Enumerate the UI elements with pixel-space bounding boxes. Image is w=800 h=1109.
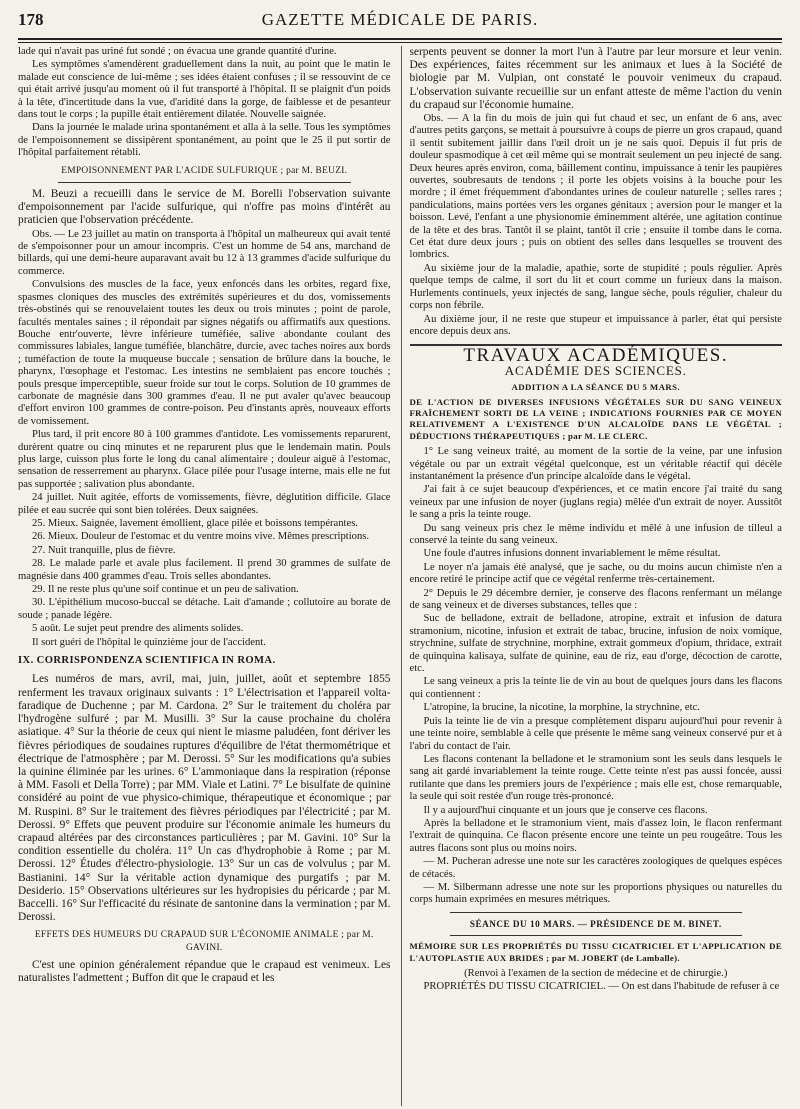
paragraph: 30. L'épithélium mucoso-buccal se détache. Lait d'amande ; collutoire au borate de soude ; panade légère. xyxy=(18,597,391,621)
right-column xyxy=(401,46,783,1106)
paragraph: Les symptômes s'amendèrent graduellement dans la nuit, au point que le matin le malade eut conscience de lui-même ; ses idées étaient confuses ; il se ressouvint de ce qui était arrivé jusqu'au moment où il fut transporté à l'hôpital. Il se plaignit d'un poids à la tête, d'incertitude dans la vue, d'aridité dans la gorge, de faiblesse et de pesanteur dans tout le corps ; la pupille était entièrement dilatée. Nouvelle saignée. xyxy=(18,59,391,121)
page-header xyxy=(18,10,782,34)
paragraph: Le noyer n'a jamais été analysé, que je sache, ou du moins aucun chimiste n'en a encore retiré le principe actif que ce végétal renferme très-certainement. xyxy=(409,561,782,586)
paragraph: — M. Silbermann adresse une note sur les proportions physiques ou naturelles du corps humain exprimées en mesures métriques. xyxy=(409,881,782,906)
paragraph: lade qui n'avait pas uriné fut sondé ; on évacua une grande quantité d'urine. xyxy=(18,46,337,57)
columns xyxy=(18,46,782,1106)
paragraph: Au sixième jour de la maladie, apathie, sorte de stupidité ; pouls régulier. Après quelque temps de calme, il sort du lit et court comme un furieux dans la maison. Hurlements continuels, yeux injectés de sang, langue sèche, pouls régulier, chaleur du corps non fébrile. xyxy=(409,262,782,312)
divider xyxy=(450,935,743,936)
paragraph: L'atropine, la brucine, la nicotine, la morphine, la strychnine, etc. xyxy=(423,702,700,714)
paragraph: 28. Le malade parle et avale plus facilement. Il prend 30 grammes de sulfate de magnésie dans 400 grammes d'eau. Trois selles abondantes. xyxy=(18,558,391,582)
divider xyxy=(58,182,351,183)
paragraph: Suc de belladone, extrait de belladone, atropine, extrait et infusion de datura stramonium, nicotine, infusion et extrait de tabac, brucine, infusion de noix vomique, strychnine, sulfate de strychnine, morphine, extrait gommeux d'opium, thridace, extrait de quinquina kalisaya, sulfate de quinine, eau de riz, eau d'orge, décoction de carotte, etc. xyxy=(409,613,782,675)
paragraph: Les numéros de mars, avril, mai, juin, juillet, août et septembre 1855 renferment les travaux originaux suivants : 1° L'électrisation et l'appareil volta-faradique de Duchenne ; par M. Cardona. 2° Sur le traitement du choléra par l'hydrogène sulfuré ; par M. Musilli. 3° Sur la cause prochaine du choléra asiatique. 4° Sur la théorie de ceux qui nient le miasme paludéen, font dériver les fièvres périodiques de soudaines ruptures d'équilibre de l'état thermométrique et électrique de l'atmosphère ; par M. Derossi. 5° Sur les modifications qu'a subies la quinine éliminée par les urines. 6° L'ammoniaque dans la respiration (réponse à MM. Fasoli et Della Torre) ; par MM. Viale et Latini. 7° Le bisulfate de quinine considéré au point de vue physico-chimique, thérapeutique et économique ; par M. Ruspini. 8° Sur le traitement des fièvres périodiques par l'électricité ; par M. Derossi. 9° Effets que peuvent produire sur l'économie animale les humeurs du crapaud altérées par des circonstances particulières ; par M. Gavini. 10° Sur la condition essentielle du choléra. 11° Un cas d'hydrophobie à Rome ; par M. Derossi. 12° Études d'électro-physiologie. 13° Sur un cas de volvulus ; par M. Bastianini. 14° Sur la véritable action dynamique des purgatifs ; par M. Desiderio. 15° Observations ultérieures sur les hydropisies du péricarde ; par M. Baccelli. 16° Sur l'efficacité du résinate de santonine dans la vermination ; par M. Derossi. xyxy=(18,673,391,924)
paragraph: Il y a aujourd'hui cinquante et un jours que je conserve ces flacons. xyxy=(423,804,708,816)
paragraph: 24 juillet. Nuit agitée, efforts de vomissements, fièvre, déglutition difficile. Glace pilée et eau sucrée qui sont bien tolérées. Deux saignées. xyxy=(18,492,391,516)
paragraph: Les flacons contenant la belladone et le stramonium sont les seuls dans lesquels le sang ait gardé invariablement la teinte rouge. Cette teinte n'est pas aussi foncée, aussi rutilante que dans les premiers jours de l'expérience ; mais elle est, chose remarquable, la seule qui soit restée d'un rouge très-prononcé. xyxy=(409,753,782,803)
paragraph: Plus tard, il prit encore 80 à 100 grammes d'antidote. Les vomissements reparurent, durèrent quatre ou cinq minutes et ne reparurent plus que le lendemain matin. Pouls plus large, cuisson plus forte le long du canal alimentaire ; douleur aiguë à l'estomac, sensation de resserrement au pharynx. Glace pilée pour l'usage interne, mais elle ne fut pas supportée ; salivation plus abondante. xyxy=(18,429,391,490)
article-heading: DE L'ACTION DE DIVERSES INFUSIONS VÉGÉTALES SUR DU SANG VEINEUX FRAÎCHEMENT SORTI DE LA VEINE ; INDICATIONS FOURNIES PAR CE MOYEN RELATIVEMENT A L'EXISTENCE D'UN ALCALOÏDE DANS LE VÉGÉTAL ; DÉDUCTIONS THÉRAPEUTIQUES ; par M. LE CLERC. xyxy=(409,396,782,441)
paragraph: PROPRIÉTÉS DU TISSU CICATRICIEL. — On est dans l'habitude de refuser à ce xyxy=(423,981,780,993)
section-heading: EMPOISONNEMENT PAR L'ACIDE SULFURIQUE ; par M. BEUZI. xyxy=(61,165,348,176)
section-heading: IX. CORRISPONDENZA SCIENTIFICA IN ROMA. xyxy=(18,655,276,667)
header-rule xyxy=(18,38,782,43)
section-title: TRAVAUX ACADÉMIQUES. xyxy=(463,345,729,367)
paragraph: 2° Depuis le 29 décembre dernier, je conserve des flacons renfermant un mélange de sang veineux et de diverses substances, telles que : xyxy=(409,587,782,612)
paragraph: 27. Nuit tranquille, plus de fièvre. xyxy=(32,544,176,556)
paragraph: 5 août. Le sujet peut prendre des aliments solides. xyxy=(32,623,244,635)
paragraph: 25. Mieux. Saignée, lavement émollient, glace pilée et boissons tempérantes. xyxy=(32,518,358,530)
paragraph: Obs. — A la fin du mois de juin qui fut chaud et sec, un enfant de 6 ans, avec d'autres petits garçons, se mettait à poursuivre à coups de pierre un gros crapaud, quand il sentit subitement jaillir dans l'œil droit un je ne sais quoi. Depuis il fut pris de douleur spasmodique à cet œil même qui se montrait seulement un peu injecté de sang. Deux heures après environ, coma, bâillement continu, impuissance à tenir les paupières ouvertes, soubresauts de tendons ; il porte les objets voisins à la bouche pour les mordre ; il émet fréquemment d'abondantes urines de couleur naturelle ; selles rares ; pandiculations, mains portées vers les organes génitaux ; aversion pour le manger et la boisson. Levé, l'enfant a une physionomie éminemment altérée, une agitation continue de la tête et des bras. Tantôt il se plaint, tantôt il crie ; ensuite il tombe dans le coma. Cet état dure deux jours ; puis on obtient des selles dans lesquelles se trouvent des lombrics. xyxy=(409,113,782,261)
session-heading: ADDITION A LA SÉANCE DU 5 MARS. xyxy=(511,382,681,393)
referral-note: (Renvoi à l'examen de la section de médecine et de chirurgie.) xyxy=(464,968,728,980)
paragraph: J'ai fait à ce sujet beaucoup d'expériences, et ce matin encore j'ai traité du sang veineux par une infusion de noyer (juglans regia) mêlée d'un extrait de noyer. Aussitôt le sang a pris la teinte rouge. xyxy=(409,484,782,521)
paragraph: Après la belladone et le stramonium vient, mais d'assez loin, le flacon renfermant l'extrait de quinquina. Ce flacon présente encore une teinte un peu rougeâtre. Tous les autres flacons sont plus ou moins noirs. xyxy=(409,817,782,854)
journal-title: GAZETTE MÉDICALE DE PARIS. xyxy=(261,10,539,29)
paragraph: Puis la teinte lie de vin a presque complètement disparu aujourd'hui pour revenir à une teinte noire, semblable à celle que présente le même sang veineux conservé pur et à l'abri du contact de l'air. xyxy=(409,715,782,752)
paragraph: Le sang veineux a pris la teinte lie de vin au bout de quelques jours dans les flacons qui contiennent : xyxy=(409,676,782,700)
paragraph: 29. Il ne reste plus qu'une soif continue et un peu de salivation. xyxy=(32,584,299,596)
paragraph: C'est une opinion généralement répandue que le crapaud est venimeux. Les naturalistes l'admettent ; Buffon dit que le crapaud et les xyxy=(18,959,391,985)
session-heading: SÉANCE DU 10 MARS. — PRÉSIDENCE DE M. BINET. xyxy=(469,918,722,929)
paragraph: Au dixième jour, il ne reste que stupeur et impuissance à parler, état qui persiste encore depuis deux ans. xyxy=(409,313,782,337)
paragraph: Une foule d'autres infusions donnent invariablement le même résultat. xyxy=(423,548,721,560)
divider xyxy=(450,912,743,913)
paragraph: Dans la journée le malade urina spontanément et alla à la selle. Tous les symptômes de l'empoisonnement se dissipèrent spontanément, au point que le 25 il put sortir de l'hôpital parfaitement rétabli. xyxy=(18,122,391,159)
paragraph: — M. Pucheran adresse une note sur les caractères zoologiques de quelques espèces de cétacés. xyxy=(409,856,782,880)
paragraph: M. Beuzi a recueilli dans le service de M. Borelli l'observation suivante d'empoisonnement par l'acide sulfurique, qui n'offre pas moins d'intérêt au praticien que l'observation précédente. xyxy=(18,188,391,227)
page-number: 178 xyxy=(18,10,44,29)
paragraph: 26. Mieux. Douleur de l'estomac et du ventre moins vive. Mêmes prescriptions. xyxy=(32,531,370,543)
left-column xyxy=(18,46,391,1106)
paragraph: serpents peuvent se donner la mort l'un à l'autre par leur morsure et leur venin. Des expériences, faites récemment sur les animaux et lues à la Société de biologie par M. Vulpian, ont constaté le pouvoir venimeux du crapaud. L'observation suivante recueillie sur un enfant atteste de même l'action du venin du crapaud sur l'économie humaine. xyxy=(409,46,782,111)
article-heading: MÉMOIRE SUR LES PROPRIÉTÉS DU TISSU CICATRICIEL ET L'APPLICATION DE L'AUTOPLASTIE AUX BRIDES ; par M. JOBERT (de Lamballe). xyxy=(409,941,782,963)
section-subtitle: ACADÉMIE DES SCIENCES. xyxy=(504,362,687,378)
paragraph: 1° Le sang veineux traité, au moment de la sortie de la veine, par une infusion végétale ou par un extrait végétal quelconque, est un véritable réactif qui décèle instantanément la présence d'un principe alcaloïde dans le végétal. xyxy=(409,446,782,482)
paragraph: Obs. — Le 23 juillet au matin on transporta à l'hôpital un malheureux qui avait tenté de s'empoisonner pour un amour incompris. C'est un homme de 54 ans, marchand de billards, qui une demi-heure auparavant avait bu 12 à 13 grammes d'acide sulfurique du commerce. xyxy=(18,228,391,277)
section-heading: EFFETS DES HUMEURS DU CRAPAUD SUR L'ÉCONOMIE ANIMALE ; par M. GAVINI. xyxy=(34,930,374,953)
paragraph: Il sort guéri de l'hôpital le quinzième jour de l'accident. xyxy=(32,636,266,648)
paragraph: Convulsions des muscles de la face, yeux enfoncés dans les orbites, regard fixe, spasmes cloniques des muscles des extrémités supérieures et du dos, vomissements très-obstinés qui se renouvelaient toutes les deux ou trois minutes ; point de parole, facultés mentales saines ; il répondait par signes négatifs ou affirmatifs aux questions. Bouche entr'ouverte, lèvre inférieure tuméfiée, salive abondante coulant des commissures labiales, langue tuméfiée, blanchâtre, durcie, avec taches noires aux bords ; tuméfaction de toute la muqueuse buccale ; sensation de brûlure dans la bouche, le pharynx, l'œsophage et l'estomac. Les intestins ne semblaient pas encore touchés ; pouls presque imperceptible, sueur froide sur tout le corps. Solution de 10 grammes de carbonate de magnésie dans 300 grammes d'eau. Il ne put avaler qu'avec beaucoup d'effort environ 100 grammes de contre-poison. Peu d'instants après, nouveaux efforts de vomissement. xyxy=(18,279,391,427)
paragraph: Du sang veineux pris chez le même individu et mêlé à une infusion de tilleul a conservé la teinte du sang veineux. xyxy=(409,522,782,547)
